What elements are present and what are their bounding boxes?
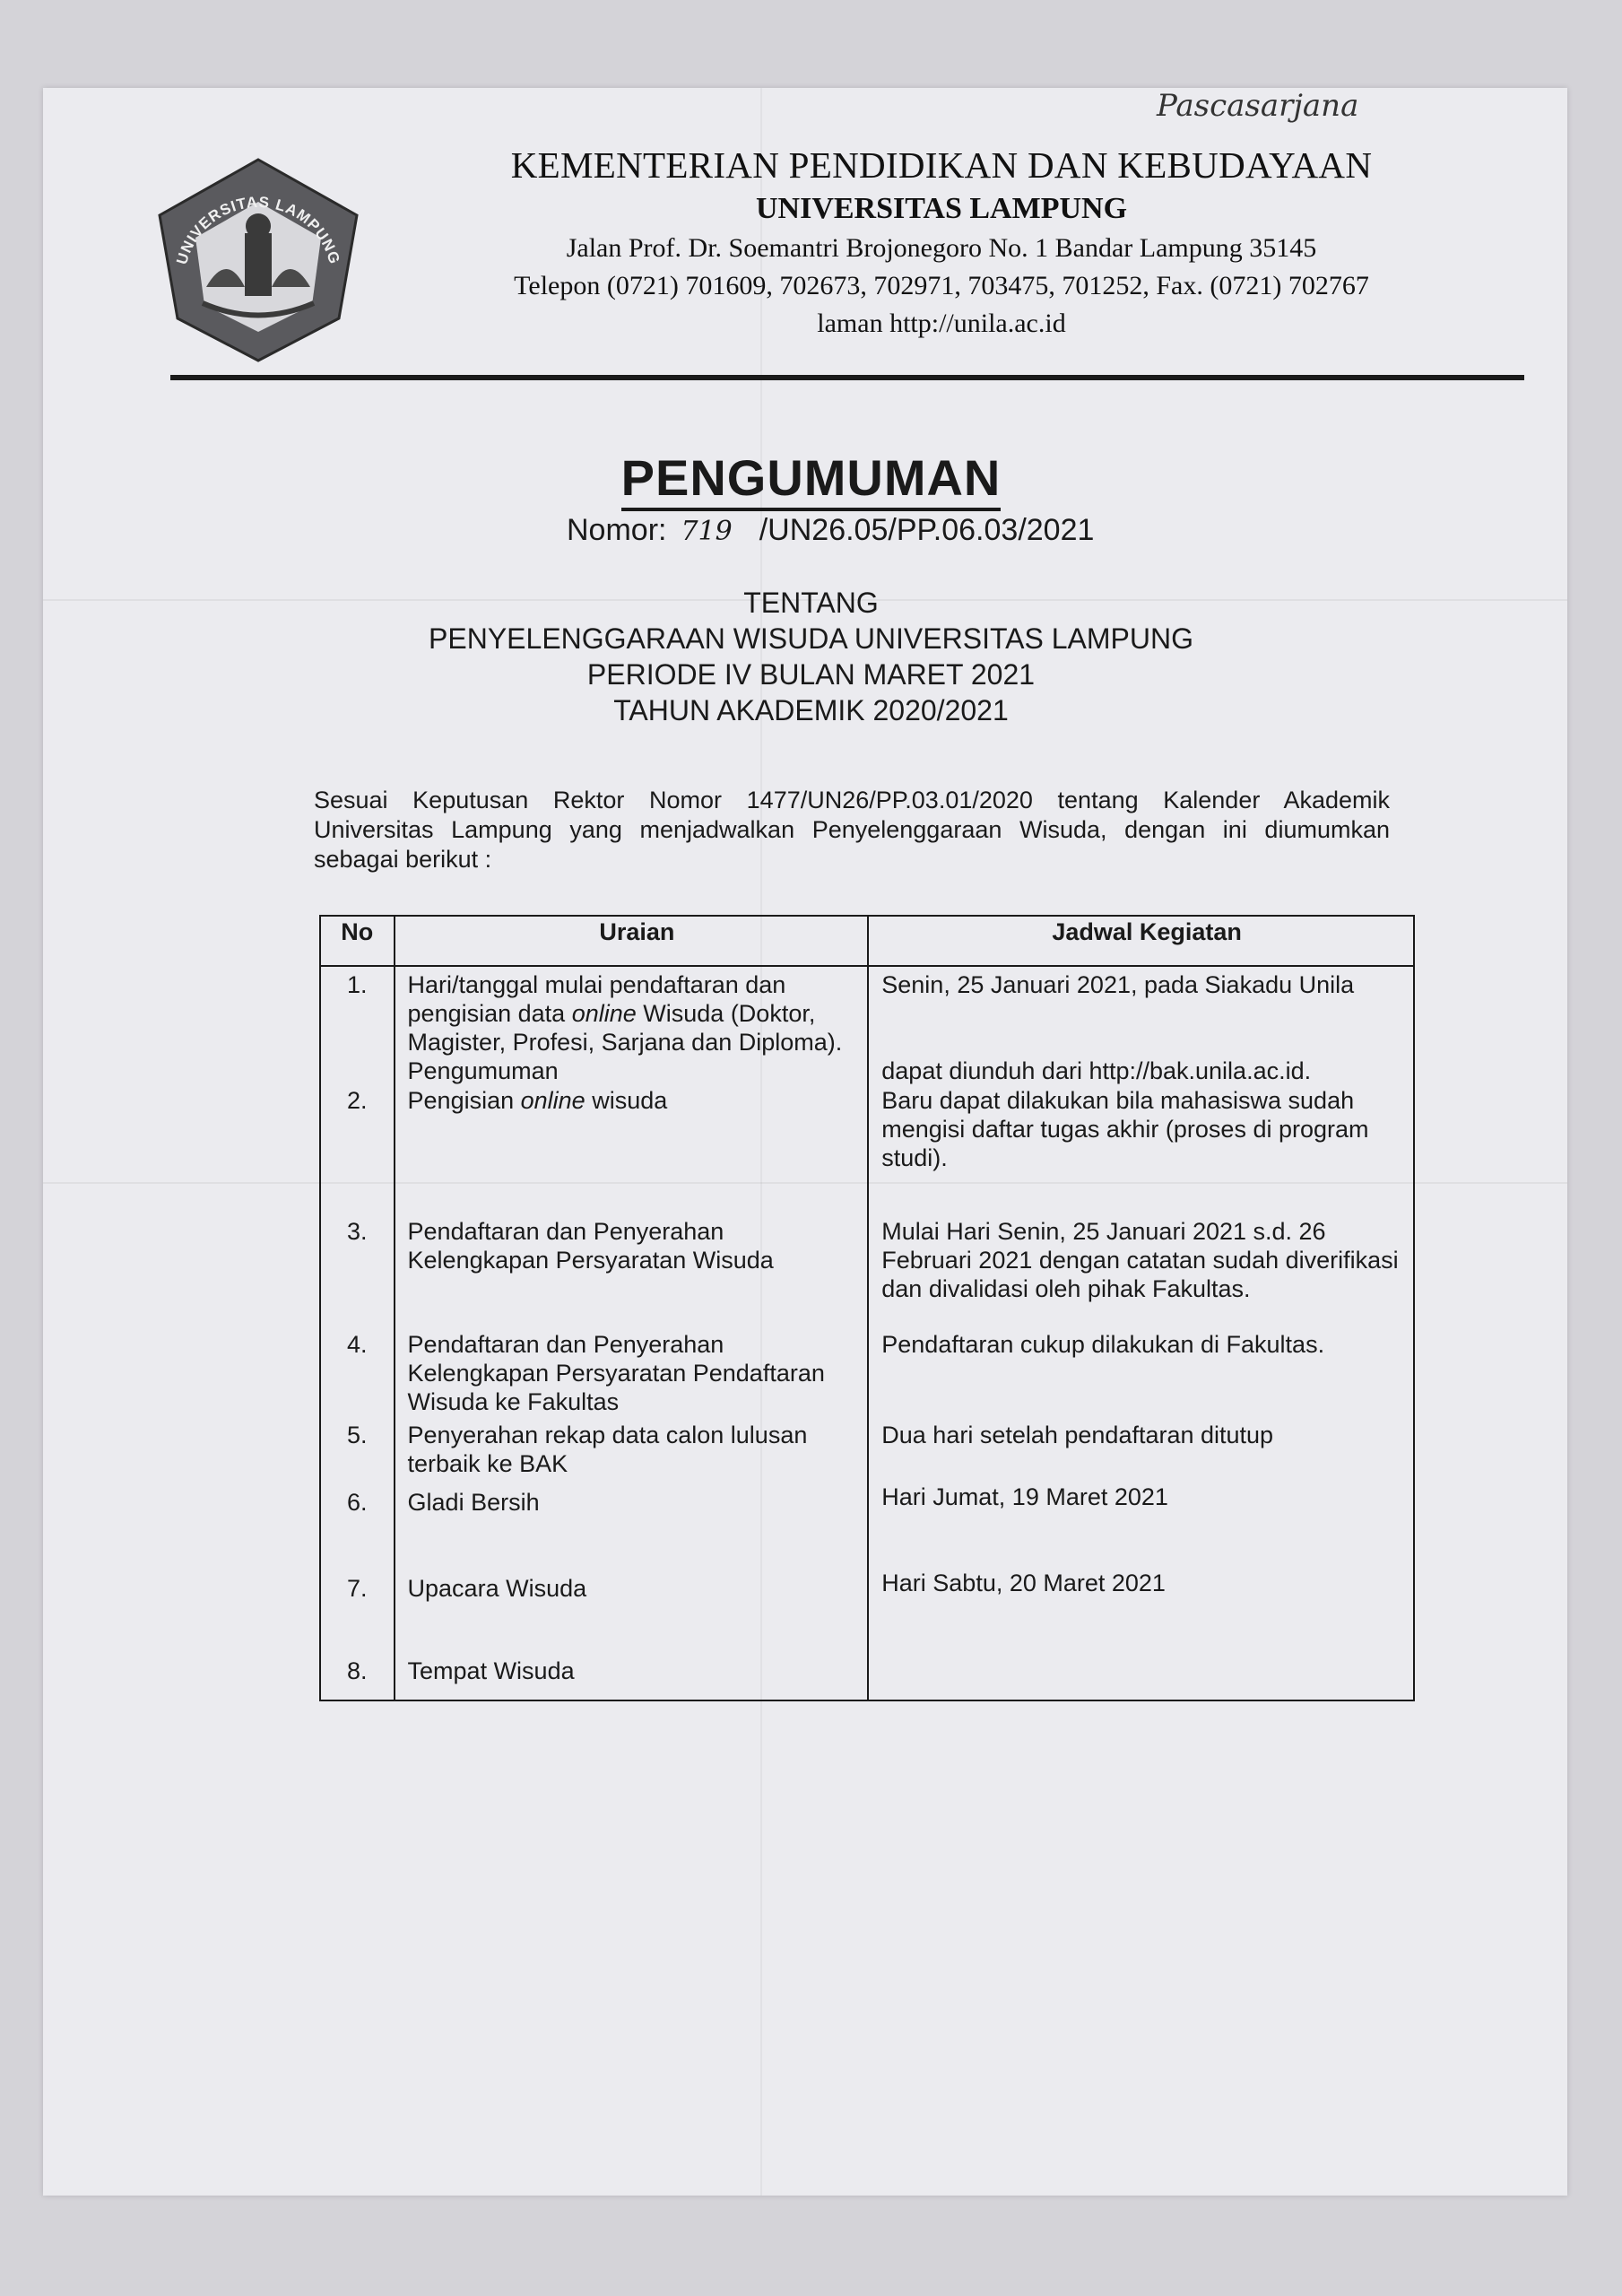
document-number [567,513,1094,548]
table-row [320,1479,1414,1565]
ministry-name: KEMENTERIAN PENDIDIKAN DAN KEBUDAYAAN [510,144,1373,186]
header-uraian: Uraian [395,916,869,966]
row-uraian [395,966,869,1086]
row-number: 5. [320,1417,395,1479]
row-jadwal: Pendaftaran cukup dilakukan di Fakultas. [868,1326,1414,1417]
address: Jalan Prof. Dr. Soemantri Brojonegoro No. 1 Bandar Lampung 35145 [566,233,1317,263]
subject-block [0,585,1622,728]
row-jadwal: Baru dapat dilakukan bila mahasiswa sudah mengisi daftar tugas akhir (proses di program studi). [868,1086,1414,1213]
jadwal-text: dapat diunduh dari http://bak.unila.ac.id. [881,1057,1312,1084]
row-uraian: Penyerahan rekap data calon lulusan terbaik ke BAK [395,1417,869,1479]
subject-line: PENYELENGGARAAN WISUDA UNIVERSITAS LAMPUNG [429,622,1193,655]
nomor-code: /UN26.05/PP.06.03/2021 [759,513,1095,547]
table-row [320,1086,1414,1213]
document-title [0,448,1622,507]
phone-fax: Telepon (0721) 701609, 702673, 702971, 703475, 701252, Fax. (0721) 702767 [514,271,1369,300]
title-text: PENGUMUMAN [621,449,1002,511]
row-jadwal: Hari Sabtu, 20 Maret 2021 [868,1565,1414,1648]
row-uraian: Upacara Wisuda [395,1565,869,1648]
table-row [320,1326,1414,1417]
row-number: 7. [320,1565,395,1648]
uraian-text: wisuda [592,1087,668,1114]
nomor-label: Nomor: [567,513,667,547]
university-logo [151,152,366,368]
row-number: 6. [320,1479,395,1565]
row-jadwal: Mulai Hari Senin, 25 Januari 2021 s.d. 26 Februari 2021 dengan catatan sudah diverifikasi dan divalidasi oleh pihak Fakultas. [868,1213,1414,1326]
header-jadwal: Jadwal Kegiatan [868,916,1414,966]
row-jadwal [868,1648,1414,1700]
row-uraian: Pendaftaran dan Penyerahan Kelengkapan Persyaratan Pendaftaran Wisuda ke Fakultas [395,1326,869,1417]
handwritten-note: Pascasarjana [1157,88,1359,124]
row-number: 8. [320,1648,395,1700]
row-number: 2. [320,1086,395,1213]
letterhead [448,144,1435,339]
row-number: 1. [320,966,395,1086]
table-row [320,1213,1414,1326]
table-row [320,1565,1414,1648]
row-jadwal [868,966,1414,1086]
row-uraian: Pendaftaran dan Penyerahan Kelengkapan Persyaratan Wisuda [395,1213,869,1326]
header-no: No [320,916,395,966]
row-jadwal: Hari Jumat, 19 Maret 2021 [868,1479,1414,1565]
subject-line: TAHUN AKADEMIK 2020/2021 [613,694,1009,726]
table-row [320,1648,1414,1700]
uraian-text: Pengisian [407,1087,515,1114]
nomor-number: 719 [681,516,733,547]
jadwal-text: Senin, 25 Januari 2021, pada Siakadu Unila [881,971,1355,998]
row-number: 4. [320,1326,395,1417]
letterhead-rule [170,375,1524,380]
row-uraian: Tempat Wisuda [395,1648,869,1700]
logo-text: UNIVERSITAS LAMPUNG [173,193,343,267]
uraian-text: Wisuda (Doktor, Magister, Profesi, Sarjana dan Diploma). [407,1000,843,1056]
intro-paragraph: Sesuai Keputusan Rektor Nomor 1477/UN26/PP.03.01/2020 tentang Kalender Akademik Universitas Lampung yang menjadwalkan Penyelenggaraan Wisuda, dengan ini diumumkan sebagai berikut : [314,787,1390,873]
row-number: 3. [320,1213,395,1326]
table-row [320,1417,1414,1479]
subject-line: TENTANG [743,587,879,619]
website: laman http://unila.ac.id [817,309,1066,338]
university-name: UNIVERSITAS LAMPUNG [755,192,1128,225]
row-uraian [395,1086,869,1213]
schedule-table [319,915,1415,1701]
subject-line: PERIODE IV BULAN MARET 2021 [586,658,1036,691]
uraian-italic: online [571,1000,637,1027]
table-row [320,966,1414,1086]
row-jadwal: Dua hari setelah pendaftaran ditutup [868,1417,1414,1479]
uraian-text: Hari/tanggal mulai pendaftaran dan pengisian data [407,971,786,1027]
uraian-text: Pengumuman [407,1057,559,1084]
table-header-row [320,916,1414,966]
uraian-italic: online [520,1087,585,1114]
row-uraian: Gladi Bersih [395,1479,869,1565]
